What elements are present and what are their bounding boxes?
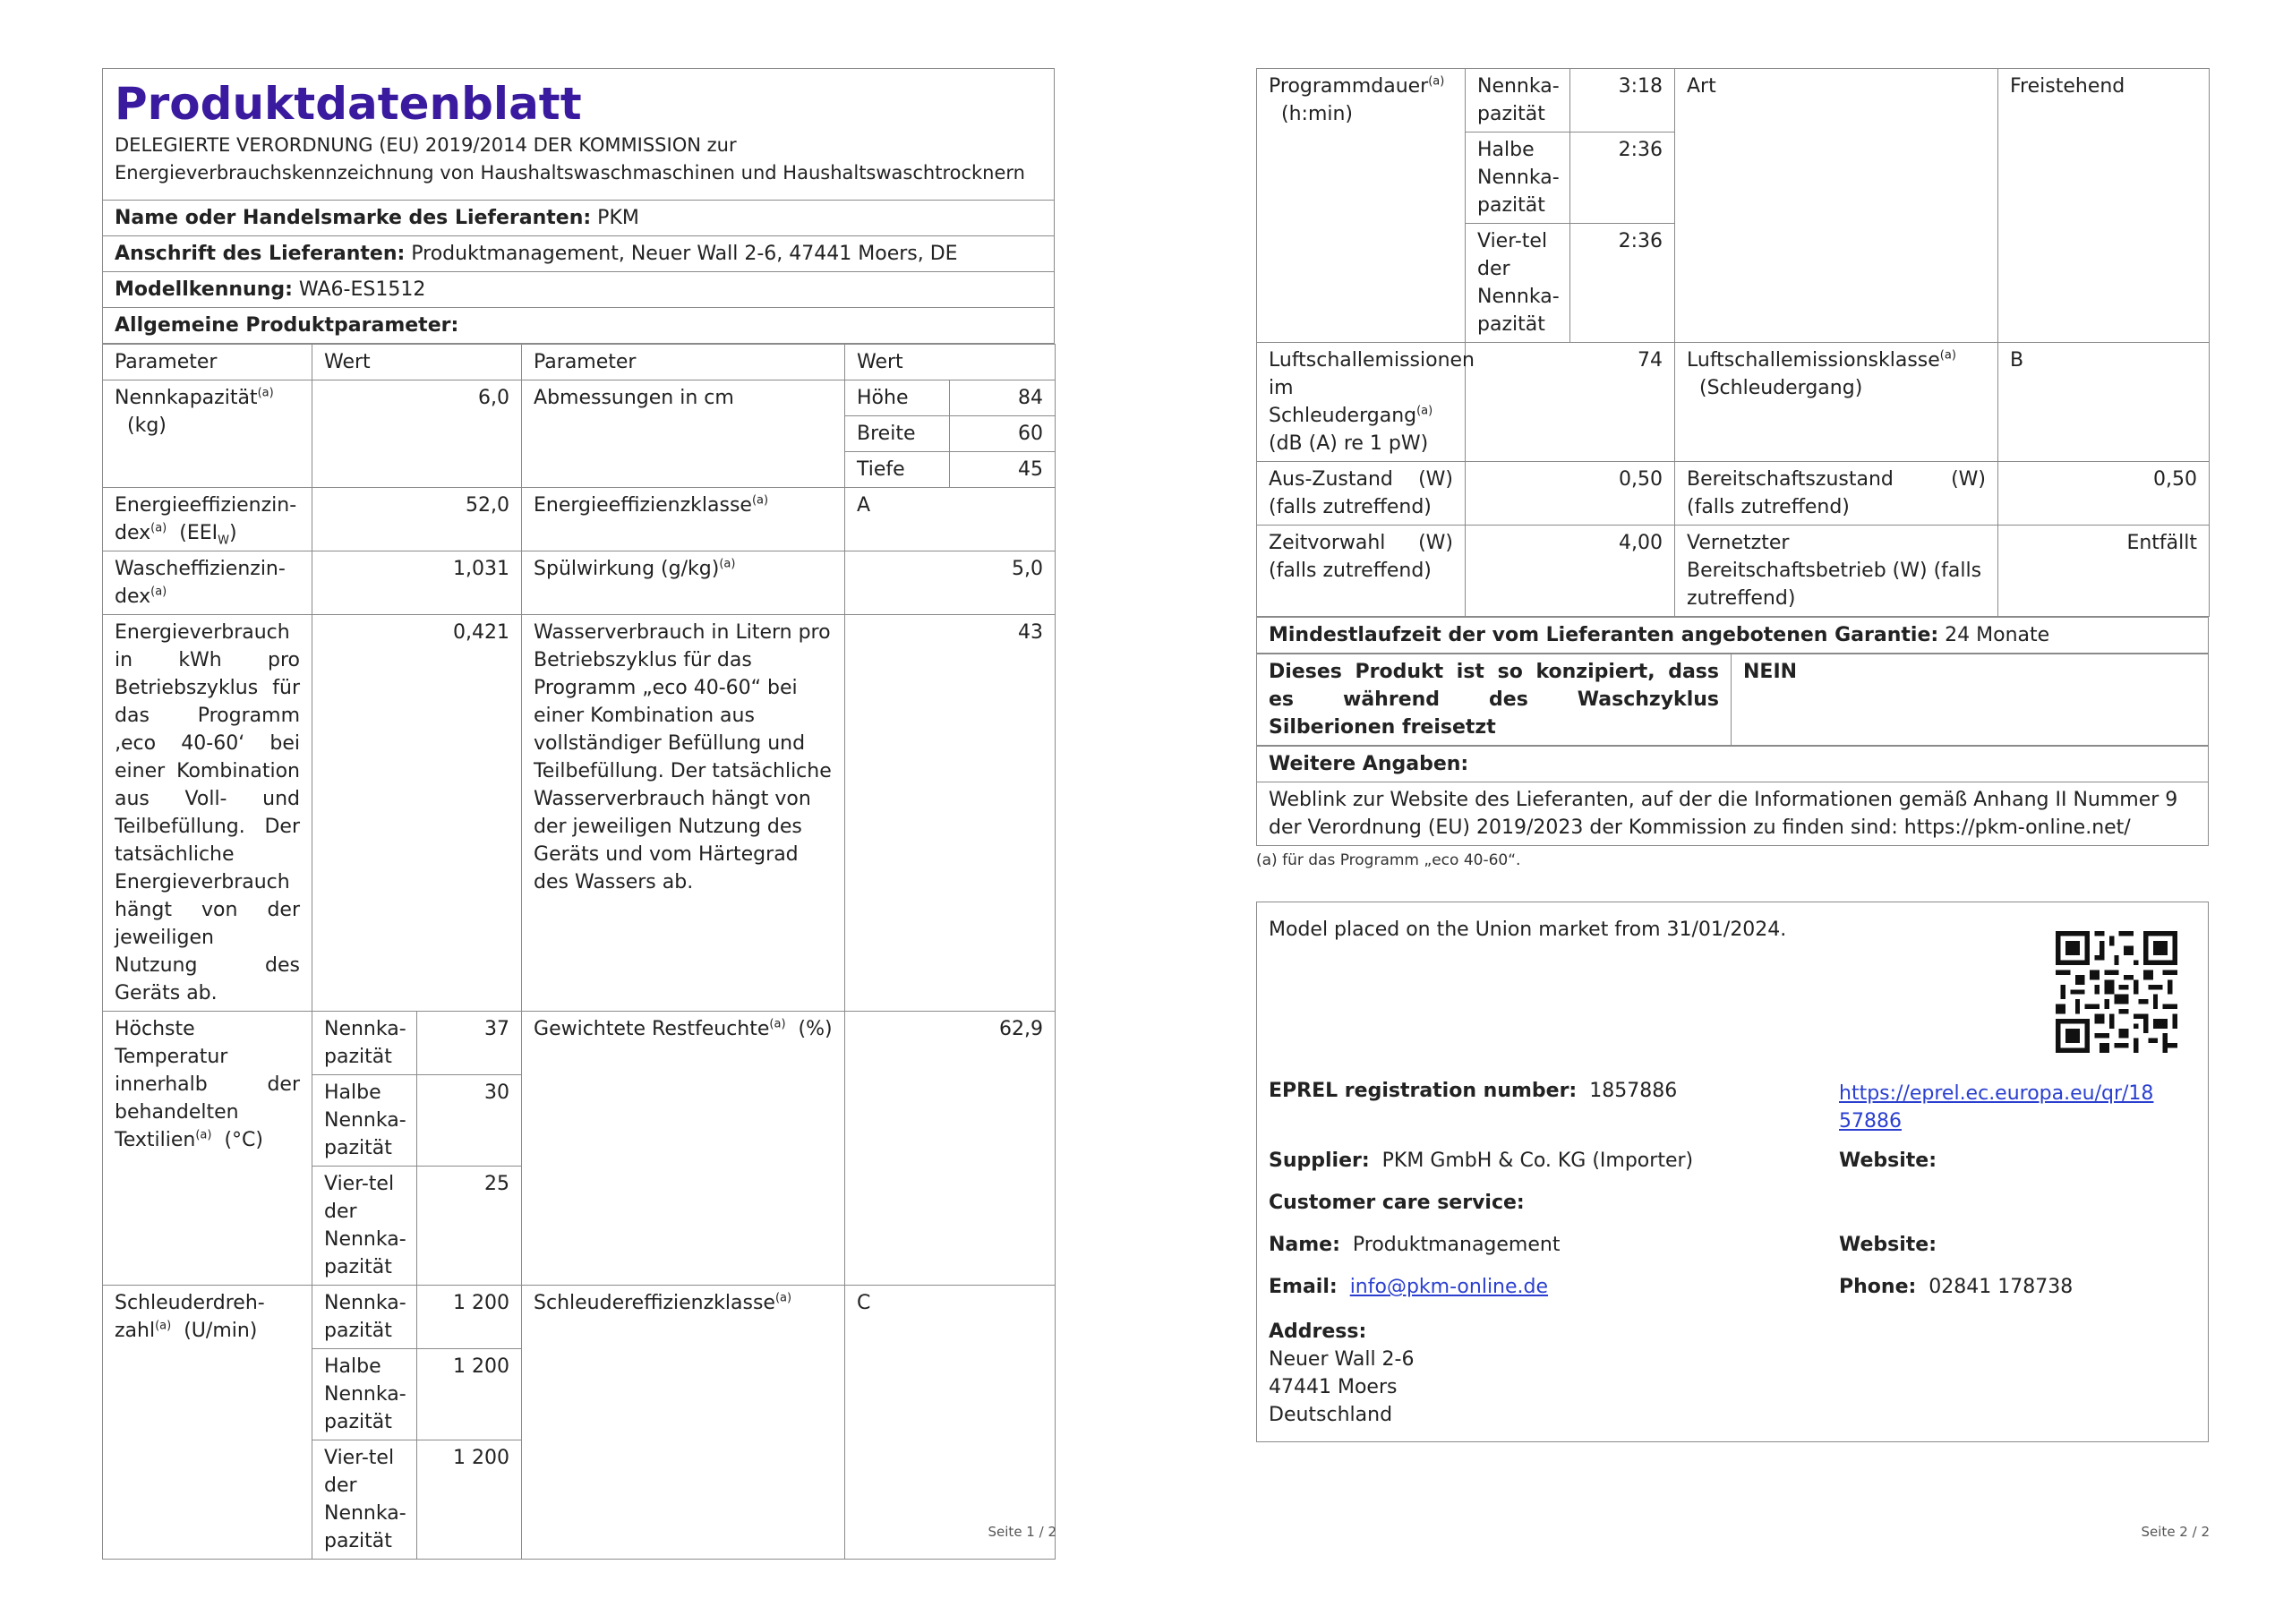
energy-class-text: Energieeffizienzklasse: [534, 494, 752, 517]
supplier-label: Supplier:: [1269, 1150, 1370, 1172]
warranty-value: 24 Monate: [1945, 624, 2050, 646]
noise-class-text: Luftschallemissionsklasse: [1687, 349, 1940, 372]
wash-index-text: Wascheffizienzin-dex: [115, 558, 286, 608]
off-mode-value: 0,50: [1466, 462, 1675, 526]
height-value: 84: [950, 380, 1056, 416]
capacity-value: 6,0: [312, 380, 522, 488]
temp-rated-label: Nennka-pazität: [312, 1012, 417, 1075]
duration-unit: (h:min): [1281, 103, 1354, 125]
qr-code-icon[interactable]: [2056, 931, 2177, 1053]
spin-class-value: C: [845, 1286, 1056, 1560]
eprel-reg-number: 1857886: [1589, 1080, 1678, 1102]
supplier-row: [1269, 1150, 1693, 1172]
customer-care-text: Customer care service:: [1269, 1192, 1525, 1214]
width-value: 60: [950, 416, 1056, 452]
wash-index-value: 1,031: [312, 551, 522, 615]
noise-unit: (dB (A) re 1 pW): [1269, 432, 1429, 455]
water-value: 43: [845, 615, 1056, 1012]
weblink-row: [1257, 782, 2209, 846]
energy-consumption-label: Energieverbrauch in kWh pro Betriebszyklus für das Programm ‚eco 40-60‘ bei einer Kombination aus Voll- und Teilbefüllung. Der tatsächliche Energieverbrauch hängt von der jeweiligen Nutzung des Geräts ab.: [103, 615, 312, 1012]
supplier-value: PKM GmbH & Co. KG (Importer): [1381, 1150, 1694, 1172]
supplier-name: PKM: [597, 207, 639, 229]
params-table: [102, 344, 1056, 1560]
network-standby-label: Vernetzter Bereitschaftsbetrieb (W) (falls zutreffend): [1675, 526, 1998, 617]
care-website-text: Website:: [1839, 1234, 1937, 1256]
model-id: WA6-ES1512: [298, 278, 426, 301]
col-header-value: Wert: [312, 345, 522, 380]
page-number-2: Seite 2 / 2: [2141, 1524, 2210, 1540]
max-temp-label: [103, 1012, 312, 1286]
page-number-1: Seite 1 / 2: [988, 1524, 1056, 1540]
warranty-row: [1257, 618, 2209, 654]
standby-value: 0,50: [1998, 462, 2210, 526]
supplier-name-row: [103, 201, 1055, 236]
standby-label: Bereitschaftszustand (W) (falls zutreffend): [1675, 462, 1998, 526]
eprel-link-line-2[interactable]: 57886: [1839, 1110, 1902, 1133]
noise-label: [1257, 343, 1475, 462]
further-info-label: Weitere Angaben:: [1257, 747, 2209, 782]
temp-rated-value: 37: [417, 1012, 522, 1075]
email-row: [1269, 1276, 1548, 1298]
eei-sub: W: [218, 534, 229, 548]
care-name-label: Name:: [1269, 1234, 1340, 1256]
energy-class-value: A: [845, 488, 1056, 551]
address-line-1: Neuer Wall 2-6: [1269, 1348, 1415, 1371]
spin-text: Schleuderdreh-zahl: [115, 1292, 265, 1342]
spin-quarter-label: Vier-tel der Nennka-pazität: [312, 1440, 417, 1560]
silver-ion-label: Dieses Produkt ist so konzipiert, dass es während des Waschzyklus Silberionen freisetzt: [1257, 654, 1732, 746]
dur-half-value: 2:36: [1570, 132, 1675, 224]
dimensions-label: Abmessungen in cm: [522, 380, 845, 488]
water-label: Wasserverbrauch in Litern pro Betriebszyklus für das Programm „eco 40-60“ bei einer Kombination aus vollständiger Befüllung und Teilbefüllung. Der tatsächliche Wasserverbrauch hängt von der jeweiligen Nutzung des Geräts und vom Härtegrad des Wassers ab.: [522, 615, 845, 1012]
footnote-mark: (a): [195, 1128, 212, 1142]
noise-value: 74: [1466, 343, 1675, 462]
spin-label: [103, 1286, 312, 1560]
energy-class-label: [522, 488, 845, 551]
phone-value: 02841 178738: [1929, 1276, 2074, 1298]
address-block: [1269, 1318, 1415, 1429]
email-link[interactable]: info@pkm-online.de: [1349, 1276, 1549, 1298]
model-row: [103, 272, 1055, 308]
capacity-text: Nennkapazität: [115, 387, 258, 409]
footnote-mark: (a): [1428, 74, 1445, 89]
eprel-link-line-1[interactable]: https://eprel.ec.europa.eu/qr/18: [1839, 1082, 2154, 1105]
duration-text: Programmdauer: [1269, 75, 1429, 98]
customer-care-label: [1269, 1192, 1525, 1214]
wash-index-label: [103, 551, 312, 615]
depth-label: Tiefe: [845, 452, 950, 488]
care-name-value: Produktmanagement: [1352, 1234, 1561, 1256]
eprel-reg-label: EPREL registration number:: [1269, 1080, 1578, 1102]
warranty-label: Mindestlaufzeit der vom Lieferanten angebotenen Garantie:: [1269, 624, 1939, 646]
max-temp-text: Höchste Temperatur innerhalb der behandelten Textilien: [115, 1018, 300, 1151]
params-table-2: [1256, 68, 2210, 617]
supplier-address-label: Anschrift des Lieferanten:: [115, 243, 406, 265]
footnote-mark: (a): [769, 1017, 786, 1031]
type-value: Freistehend: [1998, 69, 2210, 343]
capacity-label: [103, 380, 312, 488]
eei-value: 52,0: [312, 488, 522, 551]
care-website-label: [1839, 1234, 1937, 1256]
dur-rated-label: Nennka-pazität: [1466, 69, 1570, 132]
datasheet-page-2: [1256, 68, 2209, 1442]
network-standby-value: Entfällt: [1998, 526, 2210, 617]
type-label: Art: [1675, 69, 1998, 343]
regulation-text: DELEGIERTE VERORDNUNG (EU) 2019/2014 DER KOMMISSION zur Energieverbrauchskennzeichnung von Haushaltswaschmaschinen und Haushaltswaschtrocknern: [115, 134, 1025, 184]
dur-half-label: Halbe Nennka-pazität: [1466, 132, 1570, 224]
duration-label: [1257, 69, 1466, 343]
temp-quarter-label: Vier-tel der Nennka-pazität: [312, 1167, 417, 1286]
address-label: Address:: [1269, 1321, 1367, 1343]
height-label: Höhe: [845, 380, 950, 416]
footnote-mark: (a): [1939, 348, 1956, 363]
moisture-text: Gewichtete Restfeuchte: [534, 1018, 770, 1040]
col-header-param-2: Parameter: [522, 345, 845, 380]
footnote-mark: (a): [150, 585, 167, 599]
eei-label: Energieeffizienzin-dex$^{(a)}$ $(EEI_W)$: [103, 488, 312, 551]
spin-class-label: [522, 1286, 845, 1560]
placed-on-market: Model placed on the Union market from 31/01/2024.: [1269, 919, 1787, 941]
spin-half-label: Halbe Nennka-pazität: [312, 1349, 417, 1440]
noise-text: Luftschallemissionen im Schleudergang: [1269, 349, 1475, 427]
noise-class-value: B: [1998, 343, 2210, 462]
care-name-row: [1269, 1234, 1560, 1256]
supplier-address-row: [103, 236, 1055, 272]
capacity-unit: (kg): [127, 415, 167, 437]
datasheet-page-1: [102, 68, 1055, 1560]
spin-half-value: 1 200: [417, 1349, 522, 1440]
spin-class-text: Schleudereffizienzklasse: [534, 1292, 775, 1314]
footnote-mark: (a): [257, 386, 274, 400]
rinse-label: [522, 551, 845, 615]
page-title: Produktdatenblatt: [115, 78, 582, 130]
model-label: Modellkennung:: [115, 278, 293, 301]
email-label: Email:: [1269, 1276, 1338, 1298]
eprel-link[interactable]: [1839, 1080, 2153, 1135]
moisture-label: [522, 1012, 845, 1286]
address-line-3: Deutschland: [1269, 1404, 1393, 1426]
warranty-table: [1256, 617, 2209, 654]
eei-unit: (EEI: [179, 522, 218, 544]
noise-class-label: [1675, 343, 1998, 462]
footnote-mark: (a): [155, 1319, 172, 1333]
energy-consumption-value: 0,421: [312, 615, 522, 1012]
footnote-mark: (a): [1416, 404, 1433, 418]
rinse-value: 5,0: [845, 551, 1056, 615]
footnote-mark: (a): [751, 493, 769, 508]
delay-start-value: 4,00: [1466, 526, 1675, 617]
spin-rated-label: Nennka-pazität: [312, 1286, 417, 1349]
footnote-mark: (a): [150, 521, 167, 535]
depth-value: 45: [950, 452, 1056, 488]
rinse-text: Spülwirkung (g/kg): [534, 558, 720, 580]
moisture-value: 62,9: [845, 1012, 1056, 1286]
general-params-row: [103, 308, 1055, 344]
col-header-param: Parameter: [103, 345, 312, 380]
spin-rated-value: 1 200: [417, 1286, 522, 1349]
spin-quarter-value: 1 200: [417, 1440, 522, 1560]
moisture-unit: (%): [798, 1018, 833, 1040]
phone-label: Phone:: [1839, 1276, 1917, 1298]
dur-rated-value: 3:18: [1570, 69, 1675, 132]
footnote-mark: (a): [719, 557, 736, 571]
silver-table: [1256, 654, 2209, 746]
max-temp-unit: (°C): [224, 1129, 263, 1151]
weblink-url[interactable]: https://pkm-online.net/: [1903, 816, 2131, 839]
general-params-label: Allgemeine Produktparameter:: [115, 314, 459, 337]
footnote-mark: (a): [774, 1291, 792, 1305]
phone-row: [1839, 1276, 2073, 1298]
supplier-address: Produktmanagement, Neuer Wall 2-6, 47441 Moers, DE: [411, 243, 958, 265]
spin-unit: (U/min): [184, 1320, 258, 1342]
temp-half-value: 30: [417, 1075, 522, 1167]
col-header-value-2: Wert: [845, 345, 1056, 380]
eei-text: Energieeffizienzin-dex: [115, 494, 297, 544]
address-line-2: 47441 Moers: [1269, 1376, 1398, 1398]
temp-half-label: Halbe Nennka-pazität: [312, 1075, 417, 1167]
off-mode-label: Aus-Zustand (W) (falls zutreffend): [1257, 462, 1466, 526]
website-label-text: Website:: [1839, 1150, 1937, 1172]
footnote: (a) für das Programm „eco 40-60“.: [1256, 851, 1521, 869]
dur-quarter-value: 2:36: [1570, 224, 1675, 343]
supplier-name-label: Name oder Handelsmarke des Lieferanten:: [115, 207, 592, 229]
further-info-table: [1256, 746, 2209, 846]
header-table: [102, 68, 1055, 344]
noise-class-unit: (Schleudergang): [1699, 377, 1863, 399]
silver-ion-value: NEIN: [1732, 654, 2209, 746]
dur-quarter-label: Vier-tel der Nennka-pazität: [1466, 224, 1570, 343]
website-label: [1839, 1150, 1937, 1172]
weblink-text: Weblink zur Website des Lieferanten, auf der die Informationen gemäß Anhang II Nummer 9 der Verordnung (EU) 2019/2023 der Kommission zu finden sind:: [1269, 789, 2178, 839]
temp-quarter-value: 25: [417, 1167, 522, 1286]
title-cell: [103, 69, 1055, 201]
eprel-info-box: [1256, 902, 2209, 1442]
eprel-reg-row: [1269, 1080, 1677, 1102]
width-label: Breite: [845, 416, 950, 452]
delay-start-label: Zeitvorwahl (W) (falls zutreffend): [1257, 526, 1466, 617]
